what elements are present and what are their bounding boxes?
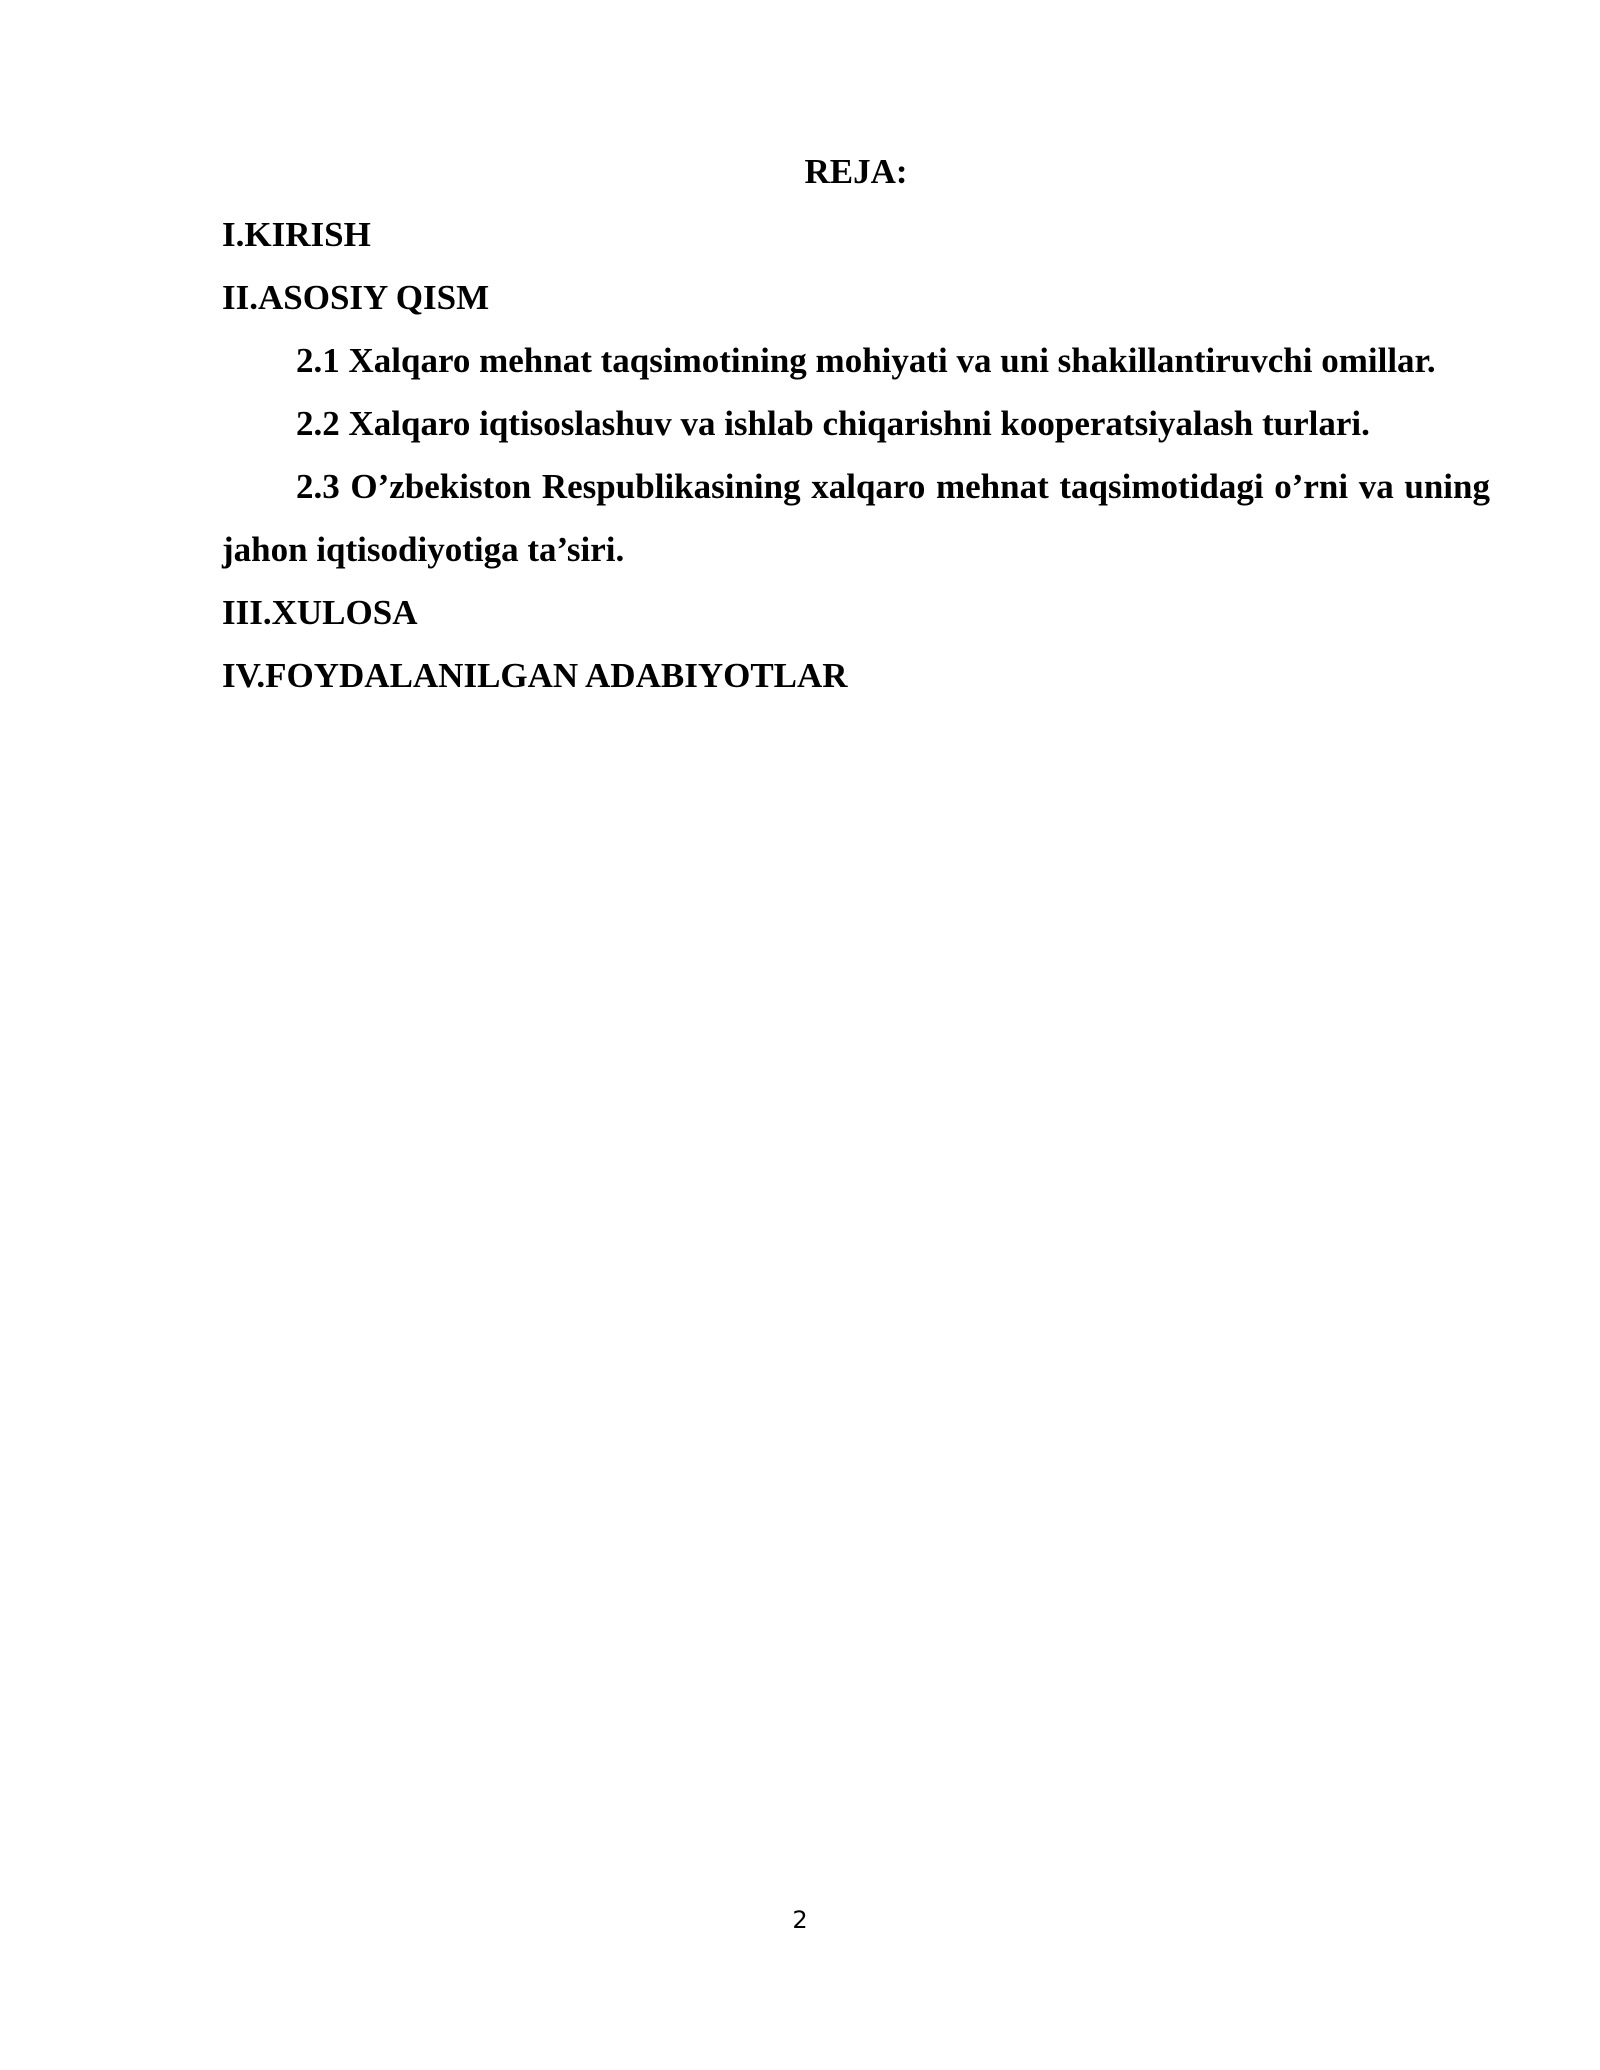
table-of-contents <box>222 140 1490 707</box>
page-title: REJA: <box>804 152 908 191</box>
section-references: IV.FOYDALANILGAN ADABIYOTLAR <box>222 656 848 695</box>
section-conclusion: III.XULOSA <box>222 593 418 632</box>
subsection-2-1: 2.1 Xalqaro mehnat taqsimotining mohiyati va uni shakillantiruvchi omillar. <box>296 341 1436 380</box>
section-introduction: I.KIRISH <box>222 215 371 254</box>
section-main-part: II.ASOSIY QISM <box>222 278 490 317</box>
subsection-2-2: 2.2 Xalqaro iqtisoslashuv va ishlab chiqarishni kooperatsiyalash turlari. <box>296 404 1370 443</box>
page-number: 2 <box>792 1906 808 1934</box>
subsection-2-3: 2.3 O’zbekiston Respublikasining xalqaro mehnat taqsimotidagi o’rni va uning jahon iqtisodiyotiga ta’siri. <box>222 467 1490 569</box>
